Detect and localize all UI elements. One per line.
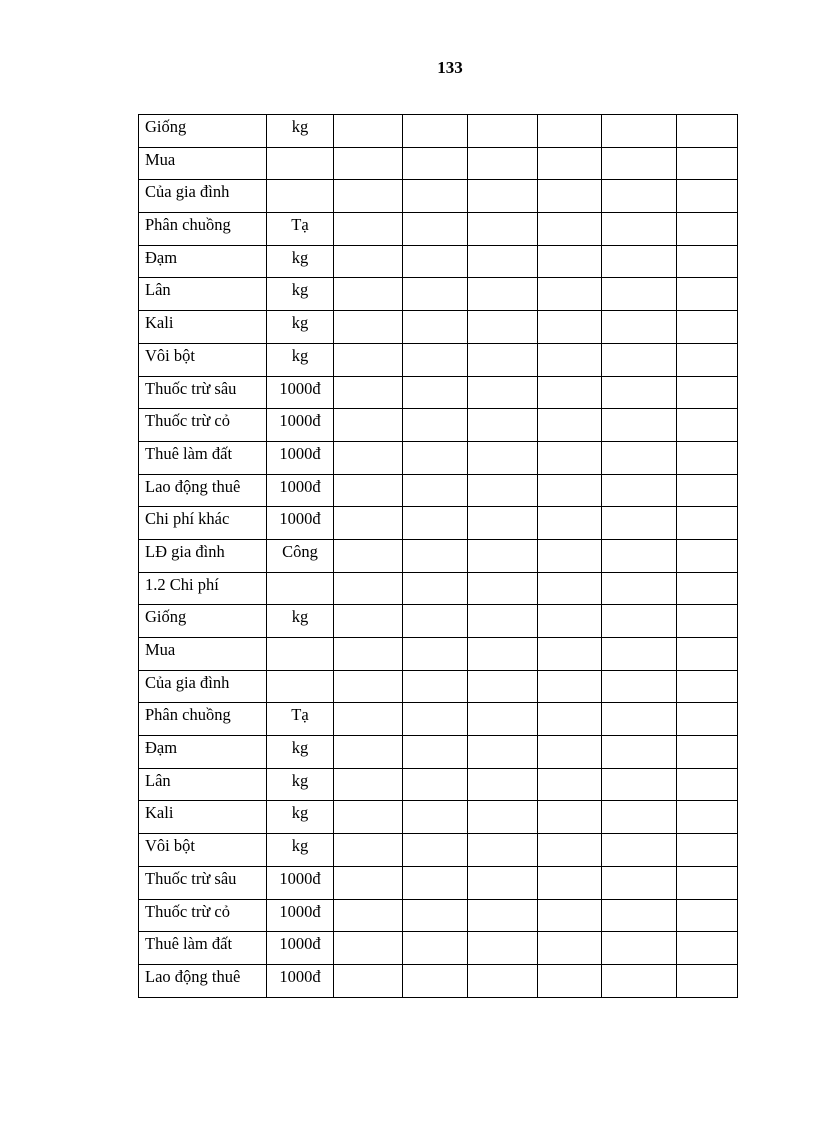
empty-cell <box>403 115 468 148</box>
unit-cell: 1000đ <box>267 899 334 932</box>
empty-cell <box>602 638 677 671</box>
empty-cell <box>468 736 538 769</box>
empty-cell <box>403 441 468 474</box>
unit-cell: Tạ <box>267 213 334 246</box>
empty-cell <box>468 474 538 507</box>
empty-cell <box>677 638 738 671</box>
empty-cell <box>677 311 738 344</box>
empty-cell <box>602 801 677 834</box>
table-row <box>139 376 738 409</box>
empty-cell <box>602 964 677 997</box>
empty-cell <box>677 213 738 246</box>
unit-cell: kg <box>267 311 334 344</box>
item-cell: Chi phí khác <box>139 507 267 540</box>
item-cell: Đạm <box>139 245 267 278</box>
empty-cell <box>538 441 602 474</box>
empty-cell <box>677 834 738 867</box>
empty-cell <box>334 866 403 899</box>
item-cell: Lao động thuê <box>139 964 267 997</box>
empty-cell <box>403 605 468 638</box>
table-row <box>139 147 738 180</box>
empty-cell <box>602 343 677 376</box>
unit-cell: kg <box>267 736 334 769</box>
empty-cell <box>602 768 677 801</box>
empty-cell <box>468 834 538 867</box>
page-number: 133 <box>437 58 463 77</box>
table-row <box>139 278 738 311</box>
empty-cell <box>538 801 602 834</box>
item-cell: Của gia đình <box>139 670 267 703</box>
empty-cell <box>538 409 602 442</box>
item-cell: Phân chuồng <box>139 213 267 246</box>
empty-cell <box>677 343 738 376</box>
empty-cell <box>677 147 738 180</box>
empty-cell <box>468 932 538 965</box>
empty-cell <box>334 311 403 344</box>
table-row <box>139 115 738 148</box>
empty-cell <box>677 180 738 213</box>
empty-cell <box>403 213 468 246</box>
table-row <box>139 245 738 278</box>
empty-cell <box>334 801 403 834</box>
empty-cell <box>468 638 538 671</box>
empty-cell <box>468 245 538 278</box>
table-body <box>139 115 738 998</box>
unit-cell: kg <box>267 278 334 311</box>
empty-cell <box>468 409 538 442</box>
item-cell: Thuê làm đất <box>139 932 267 965</box>
empty-cell <box>334 703 403 736</box>
unit-cell: 1000đ <box>267 376 334 409</box>
empty-cell <box>602 213 677 246</box>
unit-cell <box>267 180 334 213</box>
empty-cell <box>334 768 403 801</box>
empty-cell <box>602 703 677 736</box>
empty-cell <box>602 834 677 867</box>
empty-cell <box>403 866 468 899</box>
empty-cell <box>468 866 538 899</box>
empty-cell <box>468 572 538 605</box>
empty-cell <box>334 474 403 507</box>
unit-cell: 1000đ <box>267 409 334 442</box>
empty-cell <box>403 409 468 442</box>
empty-cell <box>677 768 738 801</box>
empty-cell <box>468 343 538 376</box>
empty-cell <box>468 507 538 540</box>
empty-cell <box>403 964 468 997</box>
table-row <box>139 539 738 572</box>
empty-cell <box>677 278 738 311</box>
empty-cell <box>602 507 677 540</box>
empty-cell <box>677 866 738 899</box>
empty-cell <box>538 245 602 278</box>
table-row <box>139 768 738 801</box>
empty-cell <box>538 964 602 997</box>
empty-cell <box>677 376 738 409</box>
empty-cell <box>538 932 602 965</box>
item-cell: Vôi bột <box>139 834 267 867</box>
item-cell: Giống <box>139 115 267 148</box>
empty-cell <box>602 376 677 409</box>
empty-cell <box>677 605 738 638</box>
empty-cell <box>602 539 677 572</box>
unit-cell: kg <box>267 343 334 376</box>
unit-cell: 1000đ <box>267 441 334 474</box>
unit-cell: 1000đ <box>267 474 334 507</box>
empty-cell <box>677 964 738 997</box>
table-row <box>139 441 738 474</box>
table-row <box>139 964 738 997</box>
empty-cell <box>403 736 468 769</box>
empty-cell <box>334 180 403 213</box>
item-cell: Thuốc trừ cỏ <box>139 899 267 932</box>
empty-cell <box>334 572 403 605</box>
table-row <box>139 638 738 671</box>
empty-cell <box>602 278 677 311</box>
empty-cell <box>468 768 538 801</box>
empty-cell <box>538 147 602 180</box>
unit-cell: kg <box>267 605 334 638</box>
empty-cell <box>468 376 538 409</box>
empty-cell <box>602 115 677 148</box>
empty-cell <box>538 866 602 899</box>
empty-cell <box>334 932 403 965</box>
unit-cell: kg <box>267 245 334 278</box>
table-row <box>139 507 738 540</box>
item-cell: Đạm <box>139 736 267 769</box>
unit-cell <box>267 572 334 605</box>
table-row <box>139 180 738 213</box>
empty-cell <box>677 441 738 474</box>
unit-cell: kg <box>267 834 334 867</box>
item-cell: Mua <box>139 638 267 671</box>
empty-cell <box>677 932 738 965</box>
table-row <box>139 932 738 965</box>
empty-cell <box>334 507 403 540</box>
empty-cell <box>538 474 602 507</box>
item-cell: LĐ gia đình <box>139 539 267 572</box>
empty-cell <box>403 899 468 932</box>
empty-cell <box>602 736 677 769</box>
empty-cell <box>677 736 738 769</box>
empty-cell <box>403 801 468 834</box>
empty-cell <box>403 539 468 572</box>
empty-cell <box>677 703 738 736</box>
empty-cell <box>677 670 738 703</box>
empty-cell <box>468 703 538 736</box>
empty-cell <box>538 899 602 932</box>
empty-cell <box>403 245 468 278</box>
table-row <box>139 474 738 507</box>
empty-cell <box>468 539 538 572</box>
table-row <box>139 801 738 834</box>
empty-cell <box>468 278 538 311</box>
empty-cell <box>334 605 403 638</box>
empty-cell <box>468 899 538 932</box>
empty-cell <box>538 278 602 311</box>
empty-cell <box>677 899 738 932</box>
table-row <box>139 311 738 344</box>
empty-cell <box>468 964 538 997</box>
empty-cell <box>468 213 538 246</box>
item-cell: Thuốc trừ sâu <box>139 376 267 409</box>
item-cell: Kali <box>139 801 267 834</box>
item-cell: Giống <box>139 605 267 638</box>
table-row <box>139 572 738 605</box>
unit-cell: kg <box>267 115 334 148</box>
empty-cell <box>538 180 602 213</box>
item-cell: Phân chuồng <box>139 703 267 736</box>
unit-cell: Công <box>267 539 334 572</box>
item-cell: Mua <box>139 147 267 180</box>
empty-cell <box>403 572 468 605</box>
empty-cell <box>468 311 538 344</box>
empty-cell <box>677 474 738 507</box>
unit-cell: kg <box>267 768 334 801</box>
empty-cell <box>403 376 468 409</box>
unit-cell: 1000đ <box>267 507 334 540</box>
empty-cell <box>602 474 677 507</box>
empty-cell <box>677 245 738 278</box>
empty-cell <box>538 115 602 148</box>
empty-cell <box>538 343 602 376</box>
empty-cell <box>602 572 677 605</box>
empty-cell <box>468 441 538 474</box>
empty-cell <box>334 638 403 671</box>
empty-cell <box>403 638 468 671</box>
item-cell: Lân <box>139 768 267 801</box>
empty-cell <box>602 409 677 442</box>
table-row <box>139 899 738 932</box>
unit-cell: 1000đ <box>267 866 334 899</box>
unit-cell <box>267 147 334 180</box>
unit-cell: Tạ <box>267 703 334 736</box>
empty-cell <box>334 213 403 246</box>
empty-cell <box>538 213 602 246</box>
empty-cell <box>403 932 468 965</box>
empty-cell <box>403 147 468 180</box>
empty-cell <box>468 115 538 148</box>
empty-cell <box>468 147 538 180</box>
empty-cell <box>334 539 403 572</box>
empty-cell <box>334 409 403 442</box>
empty-cell <box>538 376 602 409</box>
unit-cell <box>267 670 334 703</box>
empty-cell <box>334 245 403 278</box>
empty-cell <box>403 278 468 311</box>
table-row <box>139 213 738 246</box>
empty-cell <box>538 539 602 572</box>
empty-cell <box>538 834 602 867</box>
table-row <box>139 343 738 376</box>
empty-cell <box>403 474 468 507</box>
item-cell: Vôi bột <box>139 343 267 376</box>
empty-cell <box>538 572 602 605</box>
empty-cell <box>334 376 403 409</box>
table-row <box>139 605 738 638</box>
empty-cell <box>334 115 403 148</box>
empty-cell <box>403 343 468 376</box>
empty-cell <box>677 409 738 442</box>
empty-cell <box>334 964 403 997</box>
empty-cell <box>602 899 677 932</box>
empty-cell <box>403 768 468 801</box>
item-cell: Kali <box>139 311 267 344</box>
empty-cell <box>602 180 677 213</box>
empty-cell <box>403 507 468 540</box>
empty-cell <box>334 899 403 932</box>
empty-cell <box>334 147 403 180</box>
empty-cell <box>677 572 738 605</box>
table-row <box>139 834 738 867</box>
empty-cell <box>334 670 403 703</box>
empty-cell <box>538 311 602 344</box>
unit-cell: 1000đ <box>267 932 334 965</box>
empty-cell <box>538 736 602 769</box>
empty-cell <box>334 834 403 867</box>
empty-cell <box>468 670 538 703</box>
empty-cell <box>403 180 468 213</box>
unit-cell <box>267 638 334 671</box>
empty-cell <box>334 343 403 376</box>
empty-cell <box>468 605 538 638</box>
empty-cell <box>403 834 468 867</box>
empty-cell <box>538 605 602 638</box>
empty-cell <box>403 703 468 736</box>
empty-cell <box>538 507 602 540</box>
empty-cell <box>468 801 538 834</box>
empty-cell <box>602 311 677 344</box>
unit-cell: kg <box>267 801 334 834</box>
item-cell: Lao động thuê <box>139 474 267 507</box>
empty-cell <box>403 670 468 703</box>
empty-cell <box>602 670 677 703</box>
unit-cell: 1000đ <box>267 964 334 997</box>
table-row <box>139 866 738 899</box>
empty-cell <box>334 441 403 474</box>
table-row <box>139 670 738 703</box>
empty-cell <box>334 736 403 769</box>
empty-cell <box>602 245 677 278</box>
empty-cell <box>677 801 738 834</box>
table-row <box>139 736 738 769</box>
empty-cell <box>602 866 677 899</box>
empty-cell <box>602 932 677 965</box>
empty-cell <box>677 115 738 148</box>
table-row <box>139 409 738 442</box>
empty-cell <box>538 768 602 801</box>
empty-cell <box>602 147 677 180</box>
empty-cell <box>602 441 677 474</box>
item-cell: Thuê làm đất <box>139 441 267 474</box>
item-cell: 1.2 Chi phí <box>139 572 267 605</box>
empty-cell <box>403 311 468 344</box>
item-cell: Thuốc trừ sâu <box>139 866 267 899</box>
empty-cell <box>538 670 602 703</box>
empty-cell <box>677 507 738 540</box>
empty-cell <box>334 278 403 311</box>
empty-cell <box>677 539 738 572</box>
empty-cell <box>468 180 538 213</box>
empty-cell <box>538 703 602 736</box>
empty-cell <box>602 605 677 638</box>
item-cell: Lân <box>139 278 267 311</box>
item-cell: Của gia đình <box>139 180 267 213</box>
table-row <box>139 703 738 736</box>
item-cell: Thuốc trừ cỏ <box>139 409 267 442</box>
empty-cell <box>538 638 602 671</box>
cost-table <box>138 114 738 998</box>
